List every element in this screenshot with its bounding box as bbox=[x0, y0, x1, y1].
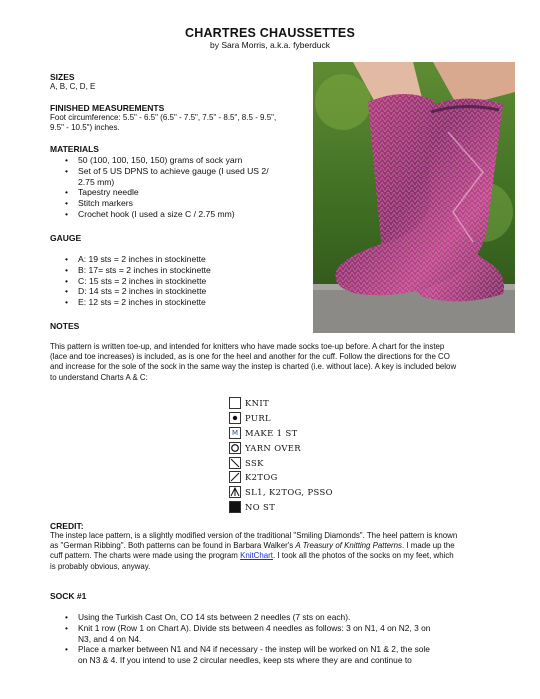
key-row-knit bbox=[229, 396, 333, 411]
credit-line: The instep lace pattern, is a slightly modified version of the traditional "Smiling Diamonds". The heel pattern is known bbox=[50, 531, 458, 540]
list-item: • B: 17= sts = 2 inches in stockinette bbox=[60, 265, 310, 276]
key-label: YARN OVER bbox=[245, 442, 302, 453]
key-row-nostitch bbox=[229, 500, 333, 515]
pattern-title: CHARTRES CHAUSSETTES bbox=[185, 26, 355, 40]
key-label: K2TOG bbox=[245, 472, 278, 483]
key-row-sk2p bbox=[229, 485, 333, 500]
k2tog-slash-icon bbox=[229, 471, 241, 483]
list-item: • E: 12 sts = 2 inches in stockinette bbox=[60, 297, 310, 308]
list-item: • Place a marker between N1 and N4 if necessary - the instep will be worked on N1 & 2, the sole bbox=[60, 644, 520, 655]
key-label: PURL bbox=[245, 413, 272, 424]
list-item: • Tapestry needle bbox=[60, 187, 310, 198]
sk2p-decrease-icon bbox=[229, 486, 241, 498]
sizes-heading: SIZES bbox=[50, 72, 75, 82]
credit-line bbox=[50, 551, 498, 561]
materials-list bbox=[60, 155, 310, 220]
make-one-glyph: M bbox=[231, 428, 239, 437]
key-label: MAKE 1 ST bbox=[245, 427, 298, 438]
book-title: A Treasury of Knitting Patterns bbox=[295, 541, 402, 551]
notes-line: (lace and toe increases) is included, as is one for the heel and another for the cuff. Follow the directions for the CO bbox=[50, 352, 450, 362]
notes-line: to understand Charts A & C: bbox=[50, 372, 148, 382]
notes-line: This pattern is written toe-up, and intended for knitters who have made socks toe-up before. A chart for the instep bbox=[50, 342, 445, 351]
sock1-steps bbox=[60, 612, 520, 666]
list-item-continued: N3, and 4 on N4. bbox=[78, 633, 142, 644]
credit-heading: CREDIT: bbox=[50, 521, 84, 531]
list-item-continued: on N3 & 4. If you intend to use 2 circular needles, keep sts where they are and continue to bbox=[78, 655, 412, 666]
materials-heading: MATERIALS bbox=[50, 144, 99, 154]
sizes-text: A, B, C, D, E bbox=[50, 82, 96, 91]
list-item: • 50 (100, 100, 150, 150) grams of sock yarn bbox=[60, 155, 310, 166]
key-row-make1 bbox=[229, 426, 333, 441]
list-item: • Knit 1 row (Row 1 on Chart A). Divide sts between 4 needles as follows: 3 on N1, 4 on N2, 3 on bbox=[60, 623, 520, 634]
list-item: • C: 15 sts = 2 inches in stockinette bbox=[60, 276, 310, 287]
list-item: • Stitch markers bbox=[60, 198, 310, 209]
credit-line bbox=[50, 541, 498, 551]
list-item: • D: 14 sts = 2 inches in stockinette bbox=[60, 286, 310, 297]
yarn-over-icon bbox=[229, 442, 241, 454]
ssk-slash-icon bbox=[229, 457, 241, 469]
key-label: SL1, K2TOG, PSSO bbox=[245, 487, 333, 498]
sock-photo bbox=[313, 62, 515, 333]
notes-line: and increase for the sole of the sock in the same way the instep is charted (i.e. without lace). A key is included below bbox=[50, 362, 457, 372]
gauge-list bbox=[60, 254, 310, 308]
pattern-byline: by Sara Morris, a.k.a. fyberduck bbox=[210, 40, 330, 50]
notes-heading: NOTES bbox=[50, 321, 80, 331]
credit-line: is probably obvious, anyway. bbox=[50, 561, 151, 571]
credit-text: as "German Ribbing". Both patterns can be found in Barbara Walker's bbox=[50, 541, 296, 551]
key-row-yarnover bbox=[229, 440, 333, 455]
list-item bbox=[60, 634, 520, 645]
sock1-heading: SOCK #1 bbox=[50, 591, 87, 601]
list-item bbox=[60, 177, 310, 188]
finished-line-1: Foot circumference: 5.5" - 6.5" (6.5" - 7.5", 7.5" - 8.5", 8.5 - 9.5", bbox=[50, 113, 277, 122]
key-row-ssk bbox=[229, 455, 333, 470]
key-label: NO ST bbox=[245, 501, 276, 512]
gauge-heading: GAUGE bbox=[50, 233, 82, 243]
knitchart-link[interactable]: KnitChart bbox=[240, 551, 273, 561]
list-item: • Set of 5 US DPNS to achieve gauge (I used US 2/ bbox=[60, 166, 310, 177]
key-label: KNIT bbox=[245, 398, 270, 409]
list-item: • Crochet hook (I used a size C / 2.75 mm) bbox=[60, 209, 310, 220]
key-row-k2tog bbox=[229, 470, 333, 485]
finished-line-2: 9.5" - 10.5") inches. bbox=[50, 123, 120, 132]
credit-text: cuff pattern. The charts were made using the program bbox=[50, 551, 241, 561]
list-item: • Using the Turkish Cast On, CO 14 sts between 2 needles (7 sts on each). bbox=[60, 612, 520, 623]
credit-text: . I took all the photos of the socks on my feet, which bbox=[272, 551, 454, 561]
list-item bbox=[60, 655, 520, 666]
list-item-continued: 2.75 mm) bbox=[78, 176, 115, 187]
credit-text: . I made up the bbox=[402, 541, 455, 551]
purl-dot-icon bbox=[229, 412, 241, 424]
make-one-icon bbox=[229, 427, 241, 439]
list-item: • A: 19 sts = 2 inches in stockinette bbox=[60, 254, 310, 265]
finished-heading: FINISHED MEASUREMENTS bbox=[50, 103, 165, 113]
knit-symbol-icon bbox=[229, 397, 241, 409]
no-stitch-icon bbox=[229, 501, 241, 513]
credit-paragraph bbox=[50, 531, 498, 572]
key-row-purl bbox=[229, 411, 333, 426]
key-label: SSK bbox=[245, 457, 264, 468]
chart-key bbox=[229, 396, 333, 514]
notes-paragraph bbox=[50, 342, 498, 383]
